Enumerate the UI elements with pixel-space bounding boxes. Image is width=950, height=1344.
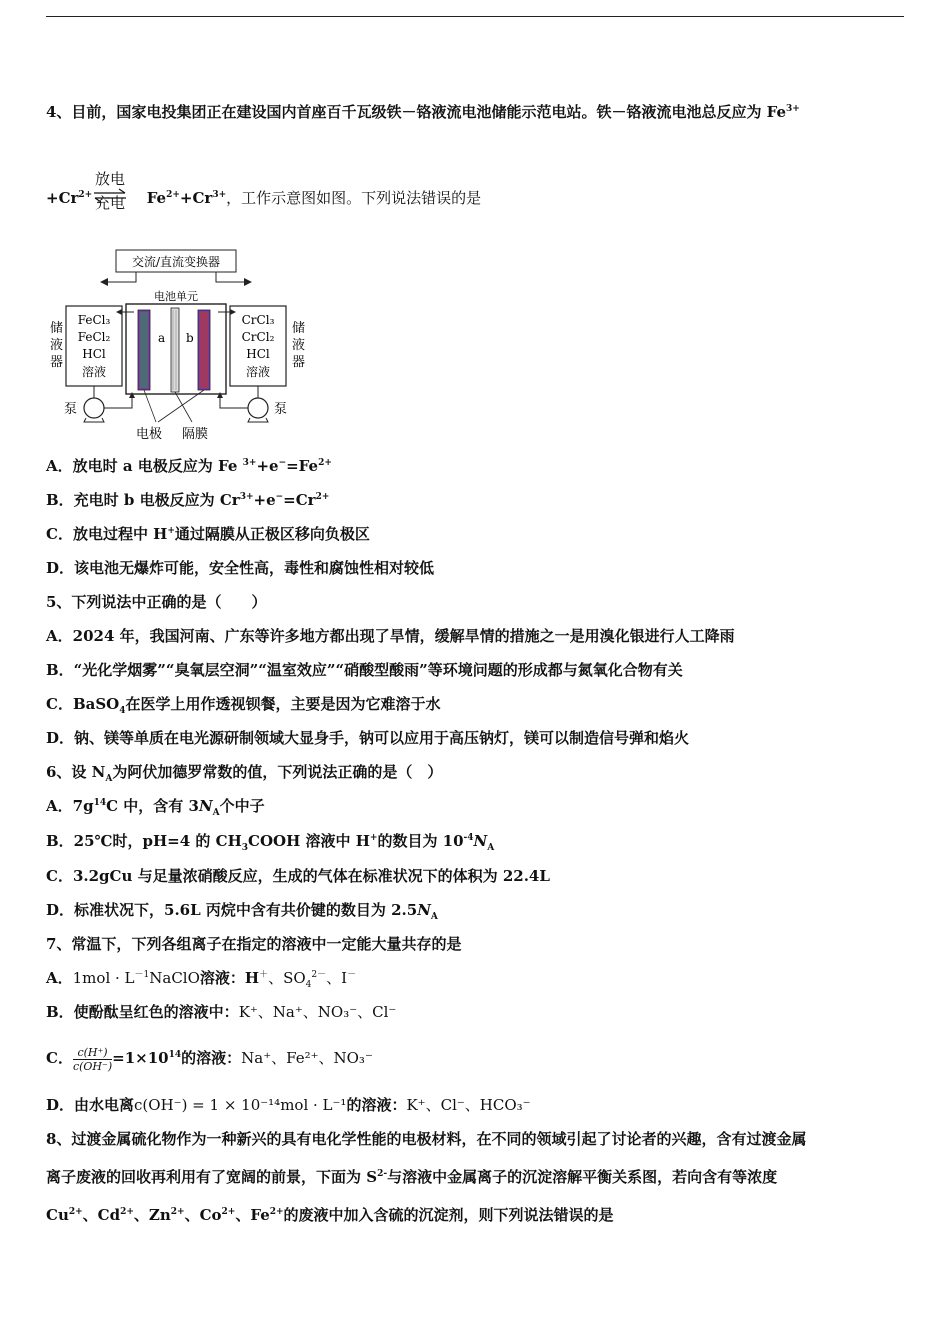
q5-option-a[interactable]: A．2024 年，我国河南、广东等许多地方都出现了旱情，缓解旱情的措施之一是用溴化银进行人工降雨 bbox=[46, 627, 735, 645]
electrode-label: 电极 bbox=[136, 427, 163, 442]
pump-left-label: 泵 bbox=[64, 402, 78, 417]
q4-option-c[interactable]: C．放电过程中 H+通过隔膜从正极区移向负极区 bbox=[46, 525, 370, 543]
svg-text:液: 液 bbox=[292, 338, 306, 353]
right-wire bbox=[216, 272, 244, 282]
svg-text:器: 器 bbox=[292, 355, 306, 370]
top-rule bbox=[46, 16, 904, 17]
left-wire bbox=[108, 272, 136, 282]
q8-stem-line3: $Cu^{2+}$、$Cd^{2+}$、$Zn^{2+}$、$Co^{2+}$、$Fe^{2+}$的废液中加入含硫的沉淀剂，则下列说法错误的是 bbox=[46, 1206, 614, 1224]
right-wire-arrow-icon bbox=[244, 278, 252, 286]
arrow-top-label: 放电 bbox=[94, 170, 125, 188]
q7-option-d[interactable]: D．由水电离c(OH⁻) = 1 × 10⁻¹⁴mol · L⁻¹的溶液：K⁺、Cl⁻、HCO₃⁻ bbox=[46, 1096, 531, 1114]
membrane-label: 隔膜 bbox=[182, 427, 209, 442]
svg-text:液: 液 bbox=[50, 338, 64, 353]
q4-option-d[interactable]: D．该电池无爆炸可能，安全性高，毒性和腐蚀性相对较低 bbox=[46, 559, 435, 577]
svg-text:储: 储 bbox=[292, 321, 306, 336]
fraction: $\frac{c(H^+)}{c(OH^-)}$ bbox=[72, 1045, 113, 1073]
converter-label: 交流/直流变换器 bbox=[131, 255, 221, 269]
svg-text:FeCl₂: FeCl₂ bbox=[77, 330, 111, 344]
svg-text:HCl: HCl bbox=[82, 347, 106, 361]
electrode-a-label: a bbox=[158, 331, 166, 345]
q5-option-d[interactable]: D．钠、镁等单质在电光源研制领域大显身手，钠可以应用于高压钠灯，镁可以制造信号弹和焰火 bbox=[46, 729, 690, 747]
q6-stem: 6、设 $N_A$为阿伏加德罗常数的值，下列说法正确的是（ ） bbox=[46, 763, 443, 784]
flow-battery-diagram bbox=[44, 246, 314, 446]
q4-option-b[interactable]: B．充电时 b 电极反应为 $Cr^{3+}+e^-=Cr^{2+}$ bbox=[46, 491, 330, 509]
svg-text:CrCl₃: CrCl₃ bbox=[241, 313, 275, 327]
pump-right-label: 泵 bbox=[274, 402, 288, 417]
q7-option-a[interactable]: A．$1mol \cdot L^{-1}NaClO$溶液：H＋、$SO_4^{2-}$、I－ bbox=[46, 969, 357, 990]
svg-text:FeCl₃: FeCl₃ bbox=[77, 313, 111, 327]
q4-option-a[interactable]: A．放电时 a 电极反应为 Fe $^{3+}+e^-=Fe^{2+}$ bbox=[46, 457, 332, 475]
pump-right-icon bbox=[248, 398, 268, 418]
svg-text:溶液: 溶液 bbox=[245, 365, 271, 379]
q6-option-d[interactable]: D．标准状况下，5.6L 丙烷中含有共价键的数目为 $2.5N_A$ bbox=[46, 901, 438, 922]
q6-option-b[interactable]: B．25℃时，pH=4 的 $CH_3COOH$ 溶液中 H+的数目为 $10^{-4}N_A$ bbox=[46, 832, 495, 853]
svg-text:HCl: HCl bbox=[246, 347, 270, 361]
pump-left-icon bbox=[84, 398, 104, 418]
q4-stem-line2: $+Cr^{2+}$ $Fe^{2+}+Cr^{3+}$，工作示意图如图。下列说法错误的是 bbox=[46, 189, 482, 207]
cell-unit-label: 电池单元 bbox=[154, 290, 198, 303]
q7-option-c[interactable]: C． $\frac{c(H^+)}{c(OH^-)}$ $=1\times 10^{14}$的溶液：Na⁺、Fe²⁺、NO₃⁻ bbox=[46, 1045, 373, 1073]
q7-option-b[interactable]: B．使酚酞呈红色的溶液中：K⁺、Na⁺、NO₃⁻、Cl⁻ bbox=[46, 1003, 397, 1021]
svg-text:CrCl₂: CrCl₂ bbox=[241, 330, 275, 344]
arrow-bottom-label: 充电 bbox=[94, 194, 125, 212]
membrane bbox=[171, 308, 179, 392]
svg-text:器: 器 bbox=[50, 355, 64, 370]
svg-text:溶液: 溶液 bbox=[81, 365, 107, 379]
q8-stem-line1: 8、过渡金属硫化物作为一种新兴的具有电化学性能的电极材料，在不同的领域引起了讨论者的兴趣，含有过渡金属 bbox=[46, 1130, 807, 1148]
q6-option-a[interactable]: A．$7g^{14}C$ 中，含有 $3N_A$个中子 bbox=[46, 797, 265, 818]
left-wire-arrow-icon bbox=[100, 278, 108, 286]
q5-option-b[interactable]: B．“光化学烟雾”“臭氧层空洞”“温室效应”“硝酸型酸雨”等环境问题的形成都与氮氧化合物有关 bbox=[46, 661, 683, 679]
q8-stem-line2: 离子废液的回收再利用有了宽阔的前景，下面为 $S^{2-}$与溶液中金属离子的沉淀溶解平衡关系图，若向含有等浓度 bbox=[46, 1168, 778, 1186]
q7-stem: 7、常温下，下列各组离子在指定的溶液中一定能大量共存的是 bbox=[46, 935, 462, 953]
q6-option-c[interactable]: C．3.2gCu 与足量浓硝酸反应，生成的气体在标准状况下的体积为 22.4L bbox=[46, 867, 550, 885]
reversible-arrow bbox=[92, 168, 128, 214]
q5-option-c[interactable]: C．BaSO$_4$在医学上用作透视钡餐，主要是因为它难溶于水 bbox=[46, 695, 441, 716]
svg-text:储: 储 bbox=[50, 321, 64, 336]
electrode-b-label: b bbox=[186, 331, 194, 345]
q4-stem-line1: 4、目前，国家电投集团正在建设国内首座百千瓦级铁－铬液流电池储能示范电站。铁－铬液流电池总反应为 $Fe^{3+}$ bbox=[46, 103, 800, 121]
q5-stem: 5、下列说法中正确的是（ ） bbox=[46, 593, 267, 611]
